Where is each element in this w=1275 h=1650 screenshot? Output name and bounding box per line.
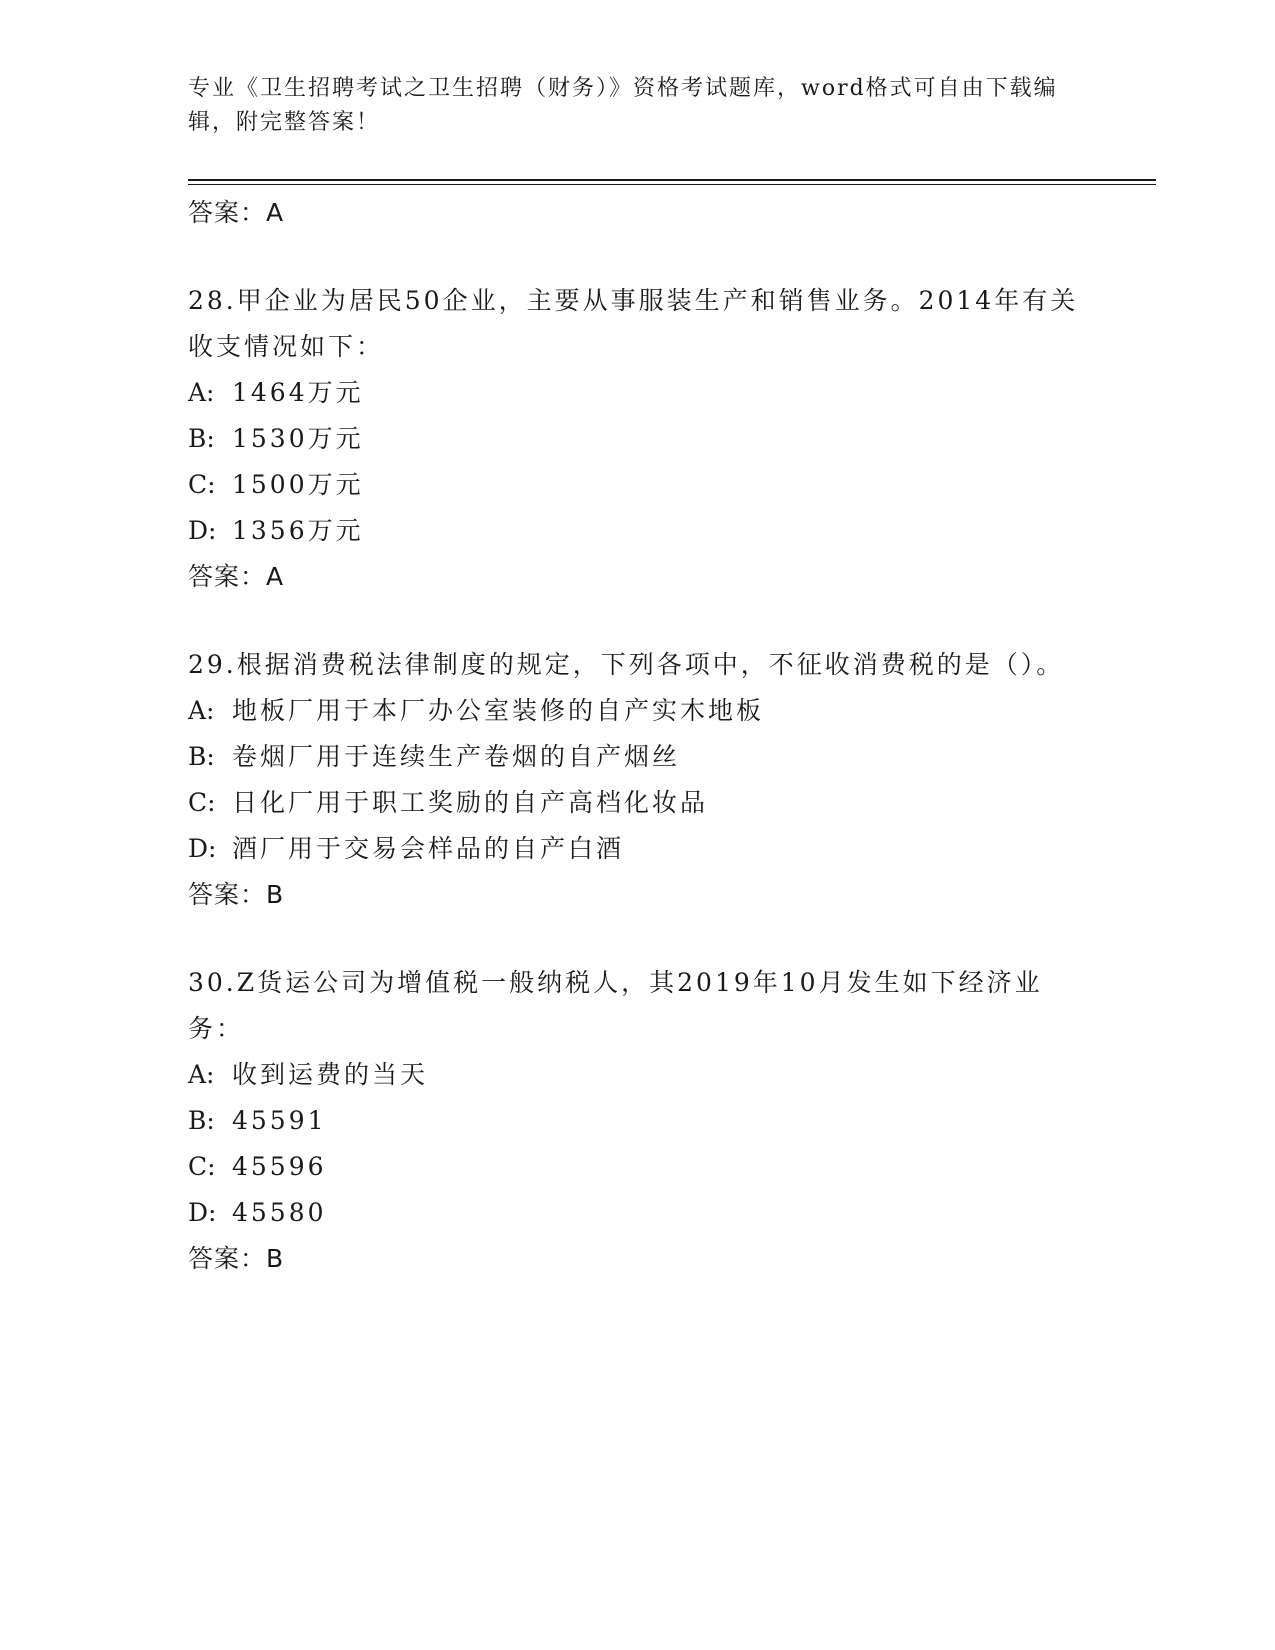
header-rule-thin	[188, 184, 1156, 185]
option-d	[188, 826, 1088, 872]
option-key: D:	[188, 516, 217, 545]
option-c	[188, 1144, 1088, 1190]
option-a	[188, 1052, 1088, 1098]
option-key: B:	[188, 1106, 215, 1135]
previous-answer: 答案：A	[188, 198, 285, 227]
option-b	[188, 416, 1088, 462]
option-text: 地板厂用于本厂办公室装修的自产实木地板	[232, 696, 765, 725]
header-rule-thick	[188, 179, 1156, 181]
option-text: 1500万元	[232, 470, 364, 499]
option-text: 45591	[232, 1106, 327, 1135]
option-key: C:	[188, 788, 216, 817]
question-stem: 29.根据消费税法律制度的规定，下列各项中，不征收消费税的是（）。	[188, 650, 1065, 679]
option-text: 45580	[232, 1198, 327, 1227]
option-d	[188, 508, 1088, 554]
option-c	[188, 462, 1088, 508]
question-28	[188, 278, 1088, 600]
option-text: 收到运费的当天	[232, 1060, 429, 1089]
option-a	[188, 688, 1088, 734]
option-key: A:	[188, 378, 215, 407]
option-text: 卷烟厂用于连续生产卷烟的自产烟丝	[232, 742, 681, 771]
answer: 答案：A	[188, 562, 285, 591]
option-b	[188, 734, 1088, 780]
option-key: D:	[188, 834, 217, 863]
option-key: A:	[188, 696, 215, 725]
answer: 答案：B	[188, 1244, 285, 1273]
option-key: B:	[188, 424, 215, 453]
option-text: 日化厂用于职工奖励的自产高档化妆品	[232, 788, 709, 817]
option-c	[188, 780, 1088, 826]
question-stem: 28.甲企业为居民50企业，主要从事服装生产和销售业务。2014年有关收支情况如下：	[188, 286, 1079, 361]
option-b	[188, 1098, 1088, 1144]
option-key: D:	[188, 1198, 217, 1227]
option-text: 酒厂用于交易会样品的自产白酒	[232, 834, 625, 863]
option-key: C:	[188, 1152, 216, 1181]
option-text: 1356万元	[232, 516, 364, 545]
option-a	[188, 370, 1088, 416]
option-text: 1530万元	[232, 424, 364, 453]
option-text: 1464万元	[232, 378, 364, 407]
option-d	[188, 1190, 1088, 1236]
question-list	[188, 190, 1088, 1282]
question-stem: 30.Z货运公司为增值税一般纳税人，其2019年10月发生如下经济业务：	[188, 968, 1043, 1043]
option-key: C:	[188, 470, 216, 499]
option-text: 45596	[232, 1152, 327, 1181]
answer: 答案：B	[188, 880, 285, 909]
question-29	[188, 642, 1088, 918]
question-30	[188, 960, 1088, 1282]
option-key: B:	[188, 742, 215, 771]
document-header: 专业《卫生招聘考试之卫生招聘（财务）》资格考试题库，word格式可自由下载编辑，附完整答案！	[188, 76, 1058, 135]
option-key: A:	[188, 1060, 215, 1089]
